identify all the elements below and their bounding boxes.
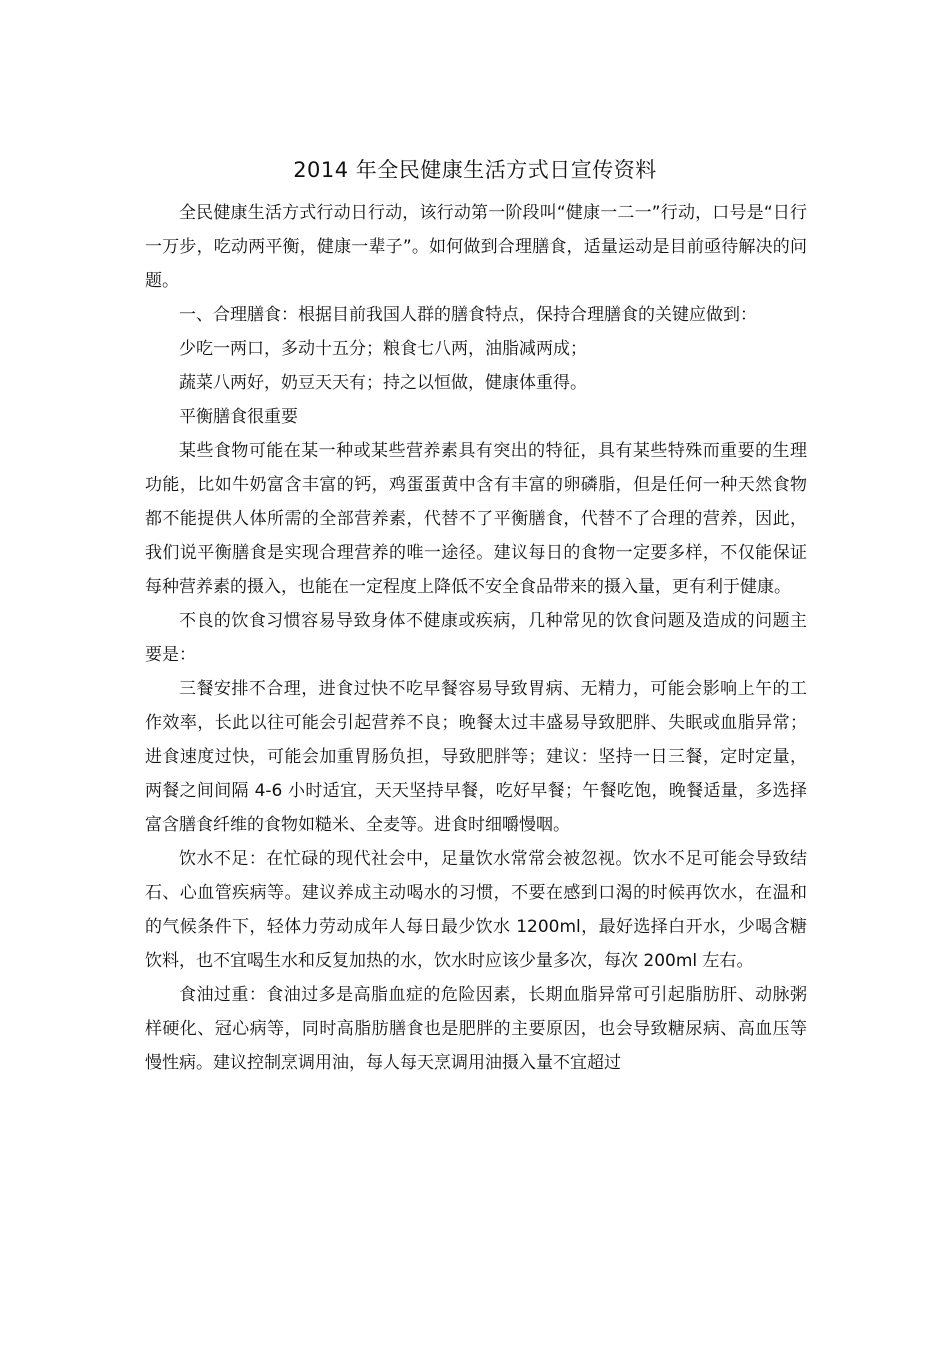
paragraph-verse-2: 蔬菜八两好，奶豆天天有；持之以恒做，健康体重得。: [179, 373, 587, 393]
paragraph-diet-heading: 一、合理膳食：根据目前我国人群的膳食特点，保持合理膳食的关键应做到：: [179, 305, 757, 325]
paragraph-meals: 三餐安排不合理，进食过快不吃早餐容易导致胃病、无精力，可能会影响上午的工作效率，长此以往可能会引起营养不良；晚餐太过丰盛易导致肥胖、失眠或血脂异常；进食速度过快，可能会加重胃肠负担，导致肥胖等；建议：坚持一日三餐，定时定量，两餐之间间隔 4-6 小时适宜，天天坚持早餐，吃好早餐；午餐吃饱，晚餐适量，多选择富含膳食纤维的食物如糙米、全麦等。进食时细嚼慢咽。: [145, 679, 807, 835]
paragraph-bad-habits: 不良的饮食习惯容易导致身体不健康或疾病，几种常见的饮食问题及造成的问题主要是：: [145, 611, 807, 665]
paragraph-water: 饮水不足：在忙碌的现代社会中，足量饮水常常会被忽视。饮水不足可能会导致结石、心血管疾病等。建议养成主动喝水的习惯，不要在感到口渴的时候再饮水，在温和的气候条件下，轻体力劳动成年人每日最少饮水 1200ml，最好选择白开水，少喝含糖饮料，也不宜喝生水和反复加热的水，饮水时应该少量多次，每次 200ml 左右。: [145, 849, 807, 971]
paragraph-verse-1: 少吃一两口，多动十五分；粮食七八两，油脂减两成；: [179, 339, 587, 359]
paragraph-intro: 全民健康生活方式行动日行动，该行动第一阶段叫“健康一二一”行动，口号是“日行一万步，吃动两平衡，健康一辈子”。如何做到合理膳食，适量运动是目前亟待解决的问题。: [145, 203, 807, 291]
paragraph-balance: 某些食物可能在某一种或某些营养素具有突出的特征，具有某些特殊而重要的生理功能，比如牛奶富含丰富的钙，鸡蛋蛋黄中含有丰富的卵磷脂，但是任何一种天然食物都不能提供人体所需的全部营养素，代替不了平衡膳食，代替不了合理的营养，因此，我们说平衡膳食是实现合理营养的唯一途径。建议每日的食物一定要多样，不仅能保证每种营养素的摄入，也能在一定程度上降低不安全食品带来的摄入量，更有利于健康。: [145, 441, 807, 597]
document-title: 2014 年全民健康生活方式日宣传资料: [293, 158, 657, 182]
document-body: [145, 196, 807, 1080]
paragraph-oil: 食油过重：食油过多是高脂血症的危险因素，长期血脂异常可引起脂肪肝、动脉粥样硬化、冠心病等，同时高脂肪膳食也是肥胖的主要原因，也会导致糖尿病、高血压等慢性病。建议控制烹调用油，每人每天烹调用油摄入量不宜超过: [145, 985, 807, 1073]
paragraph-balance-heading: 平衡膳食很重要: [179, 407, 298, 427]
